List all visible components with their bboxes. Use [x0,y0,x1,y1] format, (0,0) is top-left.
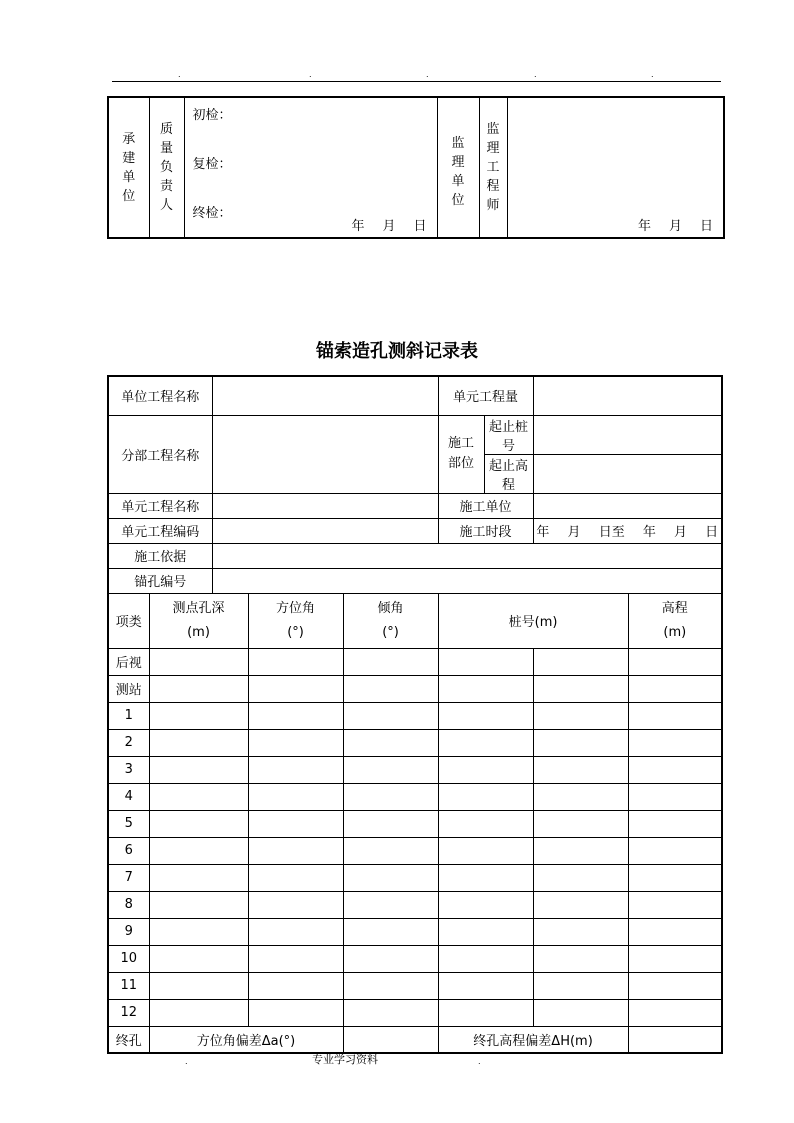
table-row [108,837,722,864]
table-row [108,945,722,972]
elevation-field[interactable] [628,972,722,999]
station-field-a[interactable] [438,972,533,999]
depth-field[interactable] [149,783,248,810]
station-field-a[interactable] [438,945,533,972]
depth-field[interactable] [149,702,248,729]
footer-dot: . [185,1057,188,1066]
header-dot: . [534,70,537,79]
supervision-engineer-label: 监 理 工 程 师 [479,97,507,238]
azimuth-field[interactable] [248,864,343,891]
row-label: 10 [108,945,149,972]
row-label: 5 [108,810,149,837]
row-label: 2 [108,729,149,756]
inclination-field[interactable] [343,972,438,999]
azimuth-field[interactable] [248,756,343,783]
inspection-cell[interactable] [184,97,437,238]
azimuth-field[interactable] [248,972,343,999]
construction-location-label: 施工 部位 [438,415,484,493]
depth-field[interactable] [149,729,248,756]
unit-element-code-label: 单元工程编码 [108,518,212,543]
elevation-field[interactable] [628,999,722,1026]
inclination-field[interactable] [343,648,438,675]
station-field-b[interactable] [533,972,628,999]
azimuth-field[interactable] [248,675,343,702]
row-label: 4 [108,783,149,810]
row-label: 9 [108,918,149,945]
unit-quantity-field[interactable] [533,376,722,415]
azimuth-field[interactable] [248,918,343,945]
row-label: 1 [108,702,149,729]
depth-field[interactable] [149,999,248,1026]
unit-project-name-label: 单位工程名称 [108,376,212,415]
station-field-a[interactable] [438,918,533,945]
elevation-field[interactable] [628,729,722,756]
inclination-field[interactable] [343,945,438,972]
header-rule [112,81,721,82]
station-field-b[interactable] [533,837,628,864]
station-field-b[interactable] [533,918,628,945]
azimuth-field[interactable] [248,729,343,756]
row-label: 8 [108,891,149,918]
basis-label: 施工依据 [108,543,212,568]
azimuth-field[interactable] [248,702,343,729]
depth-field[interactable] [149,810,248,837]
station-field-b[interactable] [533,702,628,729]
table-row [108,756,722,783]
station-field-a[interactable] [438,756,533,783]
table-row [108,729,722,756]
inclination-field[interactable] [343,675,438,702]
row-label: 6 [108,837,149,864]
hole-number-label: 锚孔编号 [108,568,212,593]
station-header: 桩号(m) [438,593,628,648]
station-field-a[interactable] [438,864,533,891]
azimuth-field[interactable] [248,810,343,837]
table-row [108,891,722,918]
station-field-b[interactable] [533,729,628,756]
row-label: 后视 [108,648,149,675]
table-row [108,918,722,945]
elevation-field[interactable] [628,756,722,783]
inclination-header: 倾角 (°) [343,593,438,648]
depth-field[interactable] [149,837,248,864]
inclination-field[interactable] [343,702,438,729]
elevation-field[interactable] [628,810,722,837]
station-field-a[interactable] [438,837,533,864]
construction-unit-label: 施工单位 [438,493,533,518]
footer-dot: . [478,1057,481,1066]
sub-project-name-field[interactable] [212,415,438,493]
initial-check-label: 初检： [192,108,232,123]
unit-element-name-label: 单元工程名称 [108,493,212,518]
elevation-field[interactable] [628,918,722,945]
station-field-a[interactable] [438,783,533,810]
final-check-label: 终检： [192,206,232,221]
contractor-unit-label: 承 建 单 位 [108,97,149,238]
depth-header: 测点孔深 (m) [149,593,248,648]
quality-person-label: 质 量 负 责 人 [149,97,184,238]
start-end-elevation-field[interactable] [533,454,722,493]
contractor-date: 年 月 日 [351,219,427,234]
table-row [108,783,722,810]
azimuth-field[interactable] [248,783,343,810]
construction-unit-field[interactable] [533,493,722,518]
station-field-b[interactable] [533,999,628,1026]
unit-element-name-field[interactable] [212,493,438,518]
row-label: 7 [108,864,149,891]
azimuth-deviation-field[interactable] [343,1026,438,1053]
elevation-field[interactable] [628,891,722,918]
construction-period-label: 施工时段 [438,518,533,543]
unit-element-code-field[interactable] [212,518,438,543]
inclination-field[interactable] [343,783,438,810]
unit-project-name-field[interactable] [212,376,438,415]
hole-number-field[interactable] [212,568,722,593]
signoff-table [107,96,725,239]
station-field-b[interactable] [533,864,628,891]
station-field-a[interactable] [438,675,533,702]
unit-quantity-label: 单元工程量 [438,376,533,415]
station-field-b[interactable] [533,891,628,918]
record-table [107,375,723,1054]
elevation-field[interactable] [628,675,722,702]
table-row [108,702,722,729]
record-rows [108,648,722,1026]
inclination-field[interactable] [343,999,438,1026]
inclination-field[interactable] [343,918,438,945]
station-field-a[interactable] [438,999,533,1026]
item-header: 项类 [108,593,149,648]
row-label: 11 [108,972,149,999]
table-row [108,648,722,675]
final-hole-label: 终孔 [108,1026,149,1053]
depth-field[interactable] [149,675,248,702]
supervision-sign-cell[interactable] [507,97,724,238]
header-dot: . [309,70,312,79]
re-check-label: 复检： [192,157,232,172]
station-field-b[interactable] [533,783,628,810]
azimuth-field[interactable] [248,891,343,918]
table-row [108,999,722,1026]
start-end-station-label: 起止桩号 [484,415,533,454]
azimuth-field[interactable] [248,999,343,1026]
elevation-field[interactable] [628,783,722,810]
inclination-field[interactable] [343,864,438,891]
table-row [108,675,722,702]
depth-field[interactable] [149,864,248,891]
station-field-b[interactable] [533,648,628,675]
supervision-date: 年 月 日 [637,219,713,234]
station-field-a[interactable] [438,810,533,837]
row-label: 12 [108,999,149,1026]
start-end-station-field[interactable] [533,415,722,454]
depth-field[interactable] [149,756,248,783]
elevation-field[interactable] [628,837,722,864]
inclination-field[interactable] [343,891,438,918]
depth-field[interactable] [149,972,248,999]
elevation-deviation-label: 终孔高程偏差ΔH(m) [438,1026,628,1053]
header-dot: . [651,70,654,79]
page-title: 锚索造孔测斜记录表 [316,341,478,362]
depth-field[interactable] [149,648,248,675]
elevation-field[interactable] [628,648,722,675]
station-field-b[interactable] [533,810,628,837]
construction-period-field[interactable]: 年 月 日至 年 月 日 [533,518,722,543]
azimuth-field[interactable] [248,648,343,675]
inclination-field[interactable] [343,729,438,756]
elevation-field[interactable] [628,945,722,972]
azimuth-field[interactable] [248,945,343,972]
header-dot: . [178,70,181,79]
azimuth-field[interactable] [248,837,343,864]
station-field-a[interactable] [438,891,533,918]
table-row [108,864,722,891]
station-field-b[interactable] [533,675,628,702]
station-field-a[interactable] [438,702,533,729]
elevation-deviation-field[interactable] [628,1026,722,1053]
start-end-elevation-label: 起止高程 [484,454,533,493]
station-field-b[interactable] [533,945,628,972]
station-field-b[interactable] [533,756,628,783]
table-row [108,972,722,999]
footer-text: 专业学习资料 [312,1053,378,1066]
station-field-a[interactable] [438,648,533,675]
basis-field[interactable] [212,543,722,568]
table-row [108,810,722,837]
elevation-header: 高程 (m) [628,593,722,648]
supervision-unit-label: 监 理 单 位 [437,97,479,238]
inclination-field[interactable] [343,756,438,783]
azimuth-deviation-label: 方位角偏差Δa(°) [149,1026,343,1053]
depth-field[interactable] [149,918,248,945]
inclination-field[interactable] [343,810,438,837]
elevation-field[interactable] [628,864,722,891]
station-field-a[interactable] [438,729,533,756]
depth-field[interactable] [149,945,248,972]
azimuth-header: 方位角 (°) [248,593,343,648]
header-dot: . [426,70,429,79]
inclination-field[interactable] [343,837,438,864]
row-label: 测站 [108,675,149,702]
sub-project-name-label: 分部工程名称 [108,415,212,493]
elevation-field[interactable] [628,702,722,729]
depth-field[interactable] [149,891,248,918]
row-label: 3 [108,756,149,783]
